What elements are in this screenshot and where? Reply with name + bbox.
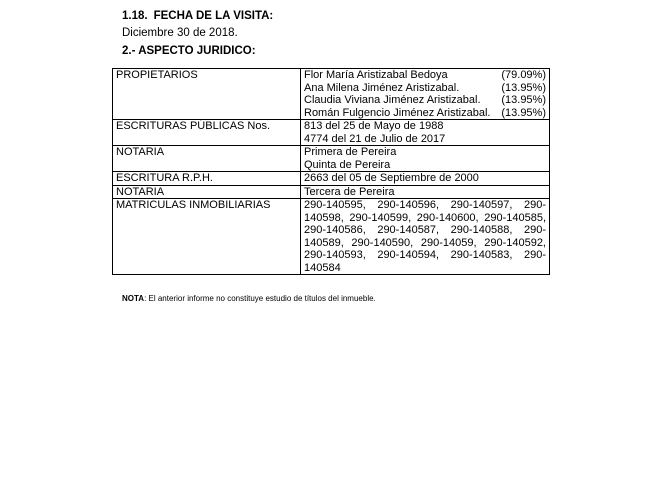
table-row (113, 120, 550, 146)
notary-label: NOTARIA (113, 185, 301, 199)
owners-cell (301, 69, 550, 120)
owner-percentage: (13.95%) (501, 94, 546, 106)
notary-line: Primera de Pereira (304, 146, 397, 158)
notary-value: Tercera de Pereira (301, 185, 550, 199)
table-row (113, 69, 550, 120)
table-row (113, 185, 550, 199)
registrations-value: 290-140595, 290-140596, 290-140597, 290-140598, 290-140599, 290-140600, 290-140585, 290-140586, 290-140587, 290-140588, 290-140589, 290-140590, 290-14059, 290-140592, 290-140593, 290-140594, 290-140583, 290-140584 (301, 199, 550, 275)
footnote-label: NOTA (122, 294, 145, 303)
deeds-cell (301, 120, 550, 146)
rph-deed-label: ESCRITURA R.P.H. (113, 172, 301, 186)
deed-line: 4774 del 21 de Julio de 2017 (304, 132, 446, 145)
owner-percentage: (79.09%) (501, 69, 546, 81)
notary-line: Quinta de Pereira (304, 158, 391, 171)
table-row (113, 146, 550, 172)
legal-aspect-heading: 2.- ASPECTO JURIDICO: (122, 45, 256, 57)
owner-row (304, 82, 546, 95)
footnote-text: : El anterior informe no constituye estudio de títulos del inmueble. (144, 294, 376, 303)
deeds-label: ESCRITURAS PÚBLICAS Nos. (113, 120, 301, 146)
owner-name: Claudia Viviana Jiménez Aristizabal. (304, 94, 481, 106)
notary-cell (301, 146, 550, 172)
legal-table (112, 68, 550, 275)
owner-row (304, 94, 546, 107)
table-row (113, 199, 550, 275)
owner-name: Román Fulgencio Jiménez Aristizabal. (304, 106, 491, 119)
section-number: 1.18. (122, 10, 148, 22)
owner-name: Flor María Aristizabal Bedoya (304, 69, 448, 81)
owners-label: PROPIETARIOS (113, 69, 301, 120)
deed-line: 813 del 25 de Mayo de 1988 (304, 120, 444, 132)
section-title: FECHA DE LA VISITA: (153, 10, 274, 22)
visit-date-value: Diciembre 30 de 2018. (122, 27, 238, 39)
rph-deed-value: 2663 del 05 de Septiembre de 2000 (301, 172, 550, 186)
owner-percentage: (13.95%) (501, 81, 546, 94)
registrations-label: MATRICULAS INMOBILIARIAS (113, 199, 301, 275)
owner-row (304, 69, 546, 82)
owner-percentage: (13.95%) (501, 106, 546, 119)
footnote (122, 294, 376, 303)
owner-name: Ana Milena Jiménez Aristizabal. (304, 81, 460, 94)
visit-date-heading (122, 10, 273, 22)
owner-row (304, 107, 546, 120)
table-row (113, 172, 550, 186)
notary-label: NOTARIA (113, 146, 301, 172)
